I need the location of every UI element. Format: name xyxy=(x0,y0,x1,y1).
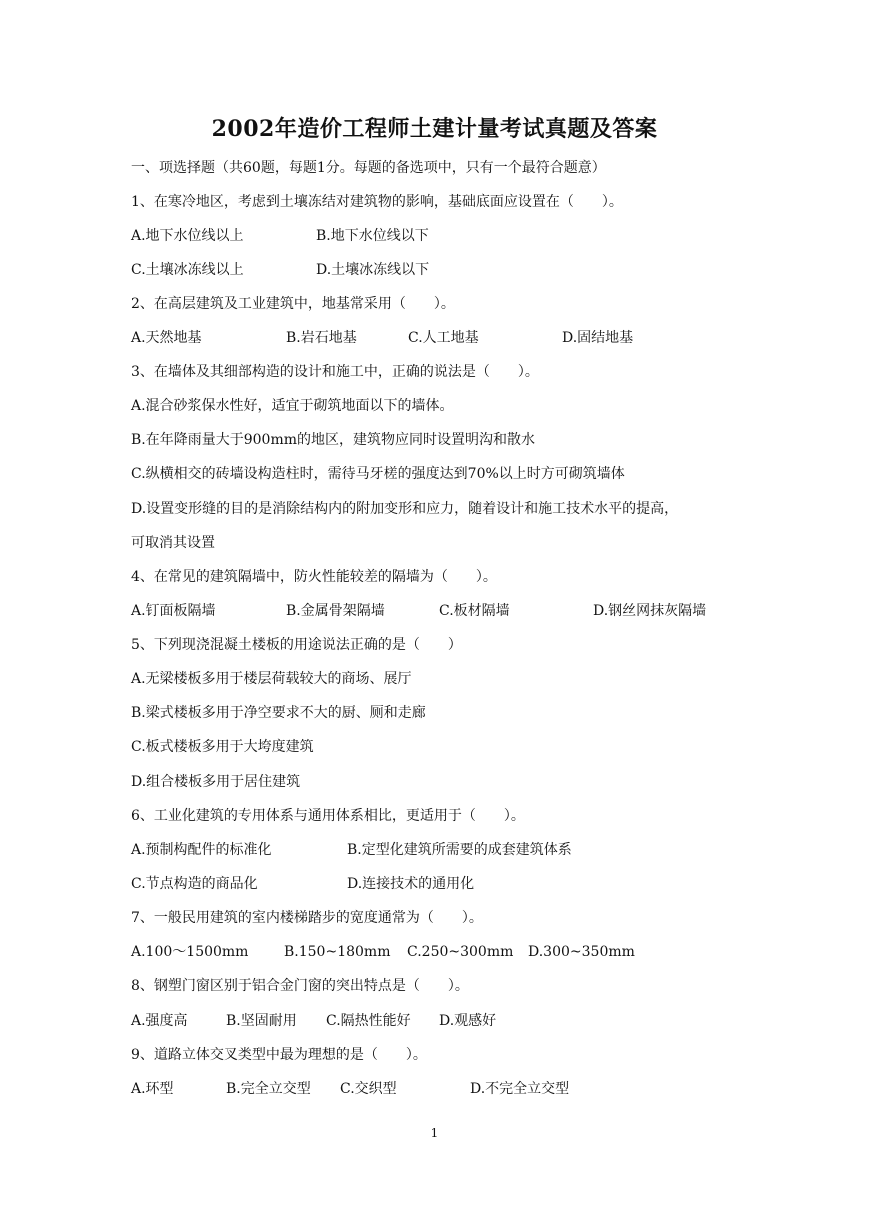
question-4-option-d: D.钢丝网抹灰隔墙 xyxy=(593,603,707,619)
question-6-stem: 6、工业化建筑的专用体系与通用体系相比，更适用于（ ）。 xyxy=(131,808,525,824)
question-4-option-b: B.金属骨架隔墙 xyxy=(286,603,385,619)
question-9-option-a: A.环型 xyxy=(131,1081,174,1097)
question-3-option-a: A.混合砂浆保水性好，适宜于砌筑地面以下的墙体。 xyxy=(131,398,454,414)
question-8-stem: 8、钢塑门窗区别于铝合金门窗的突出特点是（ ）。 xyxy=(131,978,469,994)
question-2-option-b: B.岩石地基 xyxy=(286,330,357,346)
question-2-stem: 2、在高层建筑及工业建筑中，地基常采用（ ）。 xyxy=(131,296,455,312)
question-5-stem: 5、下列现浇混凝土楼板的用途说法正确的是（ ） xyxy=(131,637,462,653)
question-9-option-c: C.交织型 xyxy=(340,1081,397,1097)
question-3-option-d-continued: 可取消其设置 xyxy=(131,535,215,551)
question-9-option-b: B.完全立交型 xyxy=(226,1081,311,1097)
question-1-option-c: C.土壤冰冻线以上 xyxy=(131,262,244,278)
question-6-option-d: D.连接技术的通用化 xyxy=(347,876,475,892)
question-5-option-c: C.板式楼板多用于大垮度建筑 xyxy=(131,739,314,755)
question-7-option-a: A.100～1500mm xyxy=(131,944,249,960)
question-2-option-a: A.天然地基 xyxy=(131,330,202,346)
question-5-option-d: D.组合楼板多用于居住建筑 xyxy=(131,774,301,790)
question-1-stem: 1、在寒冷地区，考虑到土壤冻结对建筑物的影响，基础底面应设置在（ ）。 xyxy=(131,194,623,210)
page-number: 1 xyxy=(430,1126,439,1140)
document-title: 2002年造价工程师土建计量考试真题及答案 xyxy=(211,116,658,142)
question-8-option-c: C.隔热性能好 xyxy=(326,1013,411,1029)
question-9-option-d: D.不完全立交型 xyxy=(470,1081,570,1097)
question-7-option-b: B.150~180mm xyxy=(284,944,391,960)
question-4-stem: 4、在常见的建筑隔墙中，防火性能较差的隔墙为（ ）。 xyxy=(131,569,497,585)
question-7-stem: 7、一般民用建筑的室内楼梯踏步的宽度通常为（ ）。 xyxy=(131,910,483,926)
question-8-option-d: D.观感好 xyxy=(439,1013,497,1029)
question-1-option-d: D.土壤冰冻线以下 xyxy=(316,262,430,278)
question-3-option-b: B.在年降雨量大于900mm的地区，建筑物应同时设置明沟和散水 xyxy=(131,432,536,448)
question-1-option-a: A.地下水位线以上 xyxy=(131,228,244,244)
question-8-option-b: B.坚固耐用 xyxy=(226,1013,297,1029)
question-1-option-b: B.地下水位线以下 xyxy=(316,228,429,244)
question-8-option-a: A.强度高 xyxy=(131,1013,188,1029)
question-9-stem: 9、道路立体交叉类型中最为理想的是（ ）。 xyxy=(131,1047,427,1063)
question-7-option-c: C.250~300mm xyxy=(407,944,514,960)
question-4-option-a: A.钉面板隔墙 xyxy=(131,603,216,619)
question-3-option-c: C.纵横相交的砖墙设构造柱时，需待马牙槎的强度达到70%以上时方可砌筑墙体 xyxy=(131,466,625,482)
question-6-option-b: B.定型化建筑所需要的成套建筑体系 xyxy=(347,842,572,858)
section-heading: 一、项选择题（共60题，每题1分。每题的备选项中，只有一个最符合题意） xyxy=(131,160,606,176)
question-2-option-d: D.固结地基 xyxy=(562,330,634,346)
question-6-option-c: C.节点构造的商品化 xyxy=(131,876,258,892)
question-5-option-a: A.无梁楼板多用于楼层荷载较大的商场、展厅 xyxy=(131,671,412,687)
question-5-option-b: B.梁式楼板多用于净空要求不大的厨、厕和走廊 xyxy=(131,705,426,721)
question-3-stem: 3、在墙体及其细部构造的设计和施工中，正确的说法是（ ）。 xyxy=(131,364,539,380)
question-4-option-c: C.板材隔墙 xyxy=(439,603,510,619)
question-3-option-d: D.设置变形缝的目的是消除结构内的附加变形和应力，随着设计和施工技术水平的提高， xyxy=(131,501,679,517)
question-2-option-c: C.人工地基 xyxy=(408,330,479,346)
question-6-option-a: A.预制构配件的标准化 xyxy=(131,842,272,858)
question-7-option-d: D.300~350mm xyxy=(528,944,635,960)
